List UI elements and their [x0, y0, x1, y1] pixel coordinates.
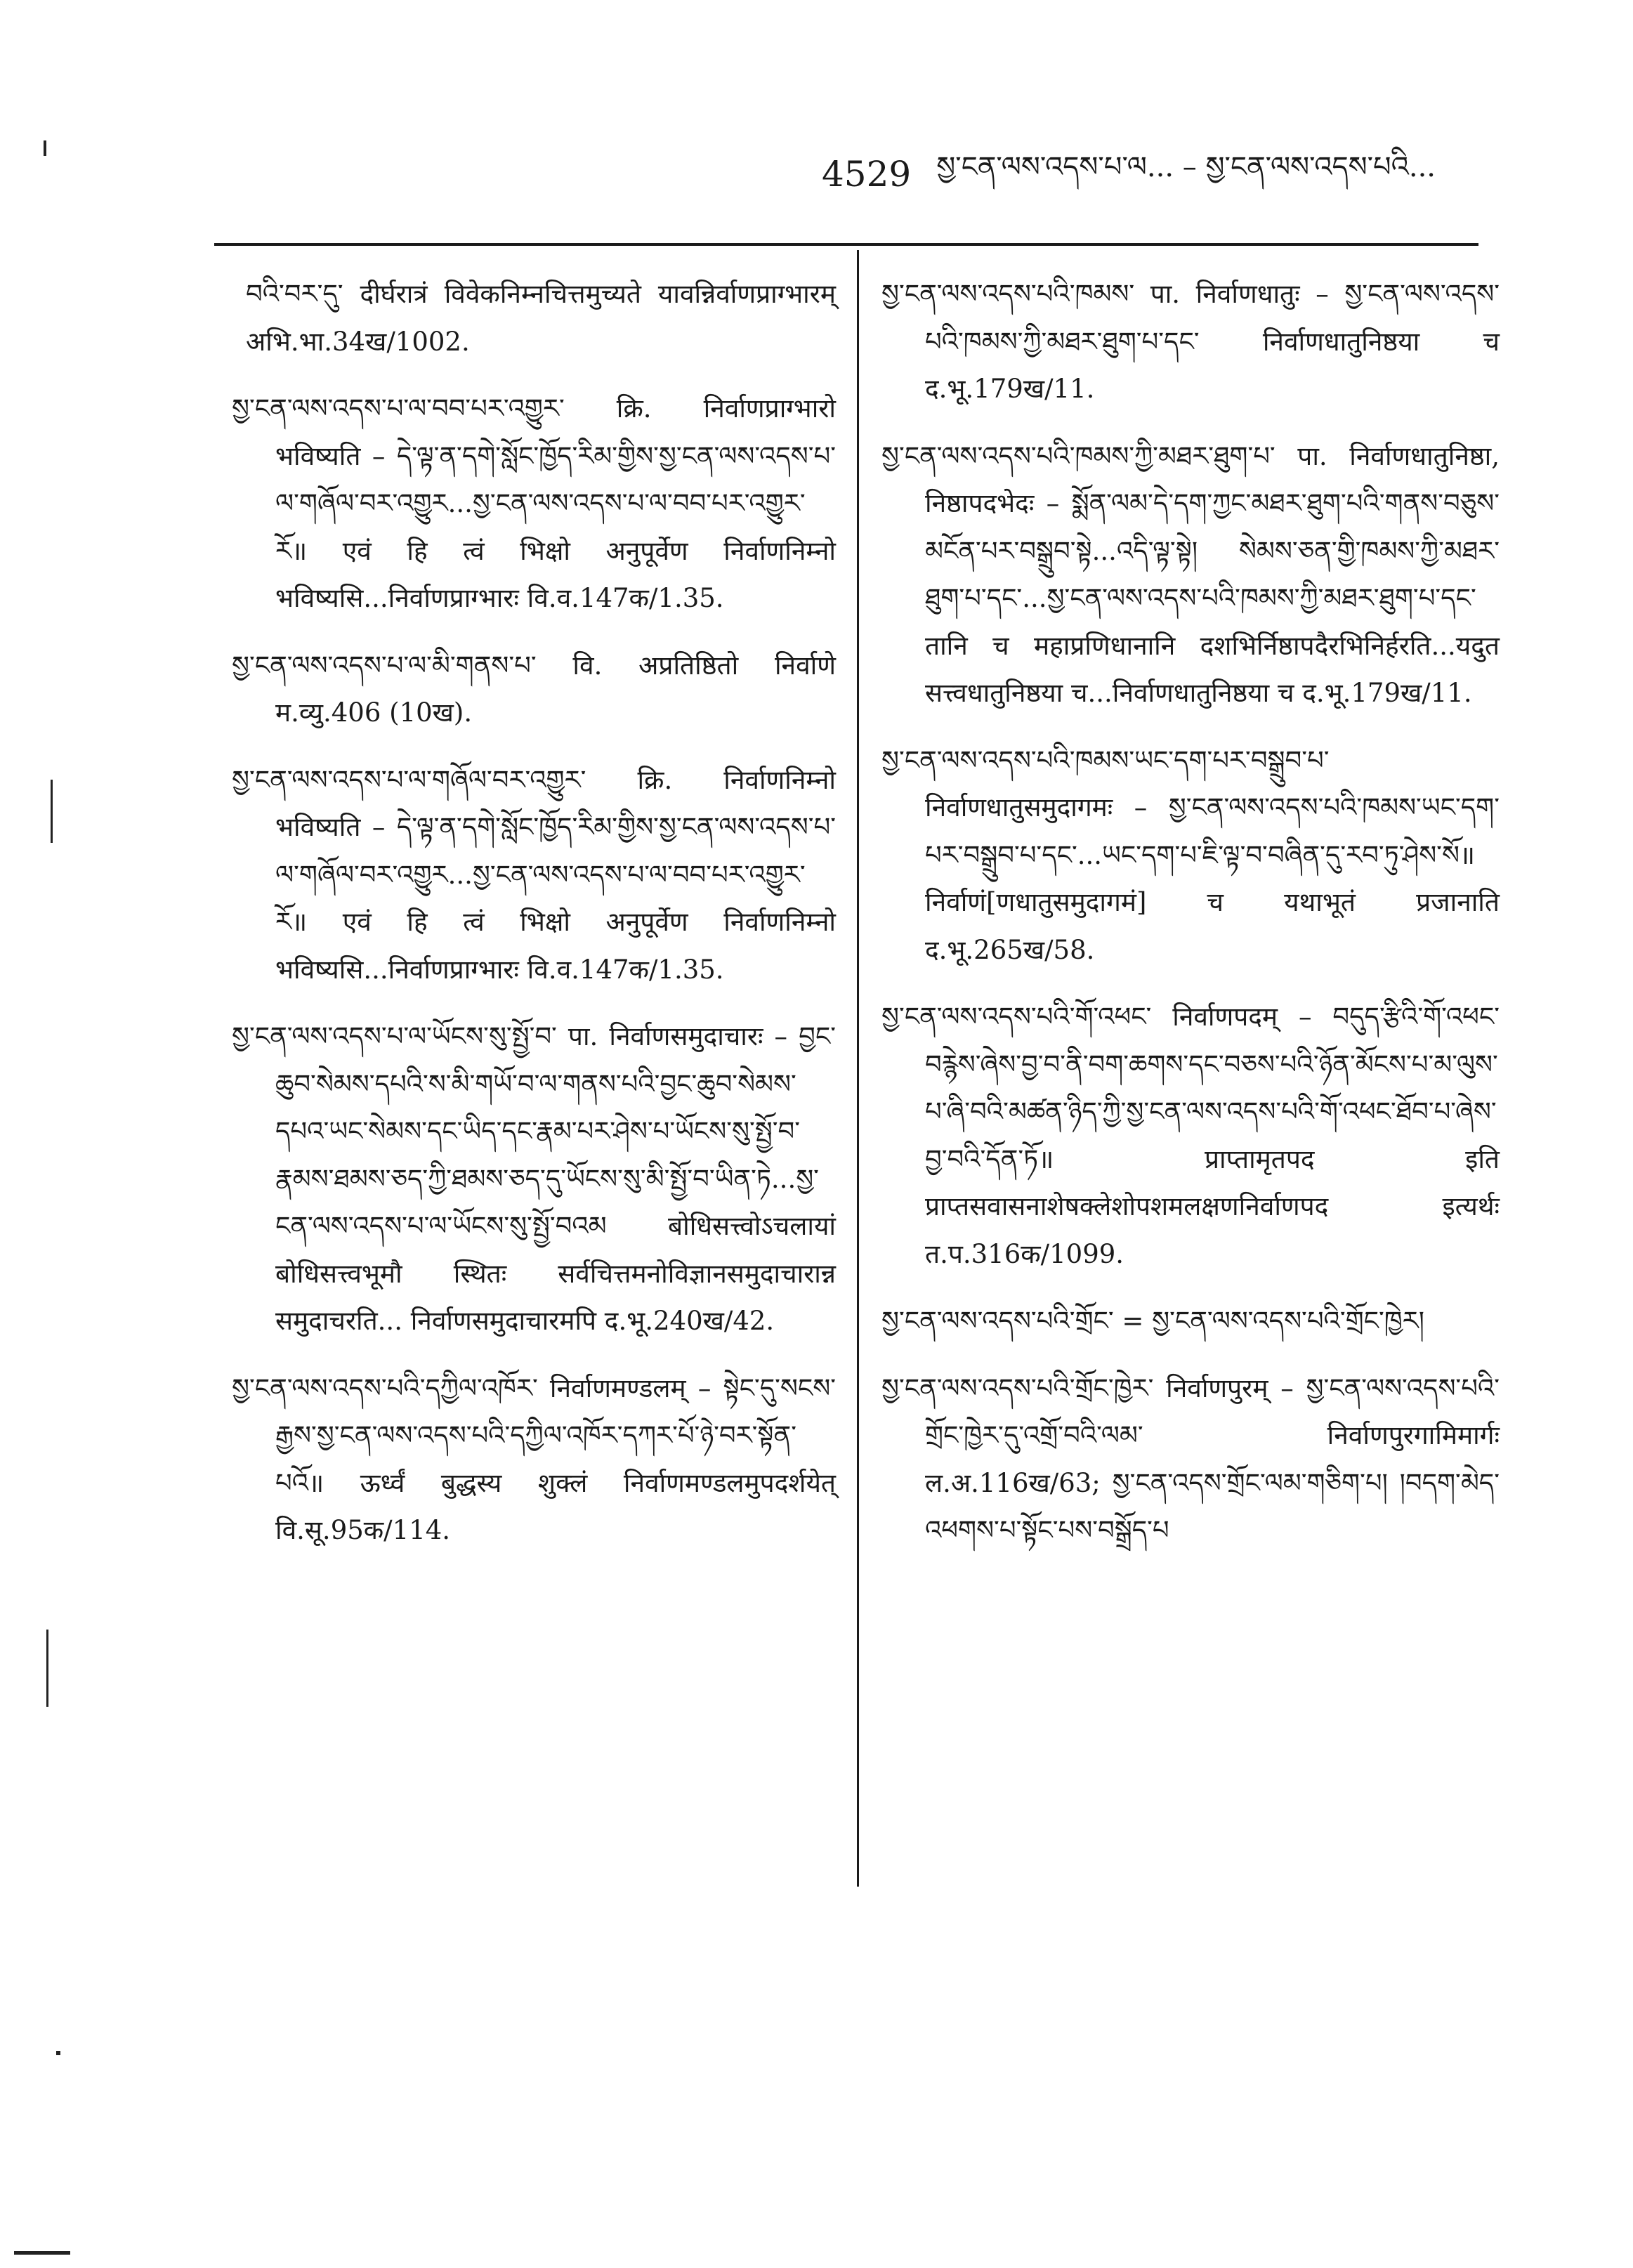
right-column	[881, 270, 1500, 1574]
running-head: སྱ་ངན་ལས་འདས་པ་ལ... – སྱ་ངན་ལས་འདས་པའི...	[936, 150, 1436, 183]
scan-artifact-mark	[51, 780, 53, 843]
page-header	[822, 146, 1517, 202]
dictionary-entry: སྱ་ངན་ལས་འདས་པ་ལ་ཡོངས་སུ་སྤྱོ་བ་ पा. निर्वाणसमुदाचारः – བྱང་ཆུབ་སེམས་དཔའི་ས་མི་གཡོ་བ་ལ་གནས་པའི་བྱང་ཆུབ་སེམས་དཔའ་ཡང་སེམས་དང་ཡིད་དང་རྣམ་པར་ཤེས་པ་ཡོངས་སུ་སྤྱོ་བ་རྣམས་ཐམས་ཅད་ཀྱི་ཐམས་ཅད་དུ་ཡོངས་སུ་མི་སྤྱོ་བ་ཡིན་ཏེ...སྱ་ངན་ལས་འདས་པ་ལ་ཡོངས་སུ་སྤྱོ་བའམ बोधिसत्त्वोऽचलायां बोधिसत्त्वभूमौ स्थितः सर्वचित्तमनोविज्ञानसमुदाचारान्न समुदाचरति... निर्वाणसमुदाचारमपि द.भू.240ख/42.	[232, 1021, 836, 1336]
dictionary-entry: སྱ་ངན་ལས་འདས་པའི་གྲོང་ = སྱ་ངན་ལས་འདས་པའི་གྲོང་ཁྱེར།	[881, 1306, 1424, 1336]
column-divider	[857, 250, 859, 1887]
dictionary-entry: སྱ་ངན་ལས་འདས་པ་ལ་མི་གནས་པ་ वि. अप्रतिष्ठितो निर्वाणे म.व्यु.406 (10ख).	[232, 650, 836, 728]
scan-artifact-mark	[14, 2251, 70, 2255]
dictionary-entry: སྱ་ངན་ལས་འདས་པའི་ཁམས་ཀྱི་མཐར་ཐུག་པ་ पा. निर्वाणधातुनिष्ठा, निष्ठापदभेदः – སྨོན་ལམ་དེ་དག་ཀྱང་མཐར་ཐུག་པའི་གནས་བཅུས་མངོན་པར་བསྒྲུབ་སྟེ...འདི་ལྟ་སྟེ། སེམས་ཅན་གྱི་ཁམས་ཀྱི་མཐར་ཐུག་པ་དང་...སྱ་ངན་ལས་འདས་པའི་ཁམས་ཀྱི་མཐར་ཐུག་པ་དང་ तानि च महाप्रणिधानानि दशभिर्निष्ठापदैरभिनिर्हरति...यदुत सत्त्वधातुनिष्ठया च...निर्वाणधातुनिष्ठया च द.भू.179ख/11.	[881, 440, 1500, 708]
dictionary-entry: སྱ་ངན་ལས་འདས་པའི་གོ་འཕང་ निर्वाणपदम् – བདུད་རྩིའི་གོ་འཕང་བརྙེས་ཞེས་བྱ་བ་ནི་བག་ཆགས་དང་བཅས་པའི་ཉོན་མོངས་པ་མ་ལུས་པ་ཞི་བའི་མཚན་ཉིད་ཀྱི་སྱ་ངན་ལས་འདས་པའི་གོ་འཕང་ཐོབ་པ་ཞེས་བྱ་བའི་དོན་ཏོ॥ प्राप्तामृतपद इति प्राप्तसवासनाशेषक्लेशोपशमलक्षणनिर्वाणपद इत्यर्थः त.प.316क/1099.	[881, 1002, 1500, 1269]
dictionary-entry: སྱ་ངན་ལས་འདས་པའི་གྲོང་ཁྱེར་ निर्वाणपुरम् – སྱ་ངན་ལས་འདས་པའི་གྲོང་ཁྱེར་དུ་འགྲོ་བའི་ལམ་ निर्वाणपुरगामिमार्गः ल.अ.116ख/63; སྱ་ངན་འདས་གྲོང་ལམ་གཅིག་པ། །བདག་མེད་འཕགས་པ་སྟོང་པས་བསྒྲོད་པ	[881, 1372, 1500, 1545]
scan-artifact-mark	[56, 2051, 60, 2055]
header-rule	[214, 243, 1478, 246]
dictionary-entry: སྱ་ངན་ལས་འདས་པ་ལ་གཞོལ་བར་འགྱུར་ क्रि. निर्वाणनिम्नो भविष्यति – དེ་ལྟ་ན་དགེ་སློང་ཁྱོད་རིམ་གྱིས་སྱ་ངན་ལས་འདས་པ་ལ་གཞོལ་བར་འགྱུར...སྱ་ངན་ལས་འདས་པ་ལ་བབ་པར་འགྱུར་རོ॥ एवं हि त्वं भिक्षो अनुपूर्वेण निर्वाणनिम्नो भविष्यसि...निर्वाणप्राग्भारः वि.व.147क/1.35.	[232, 764, 836, 985]
scan-artifact-mark	[46, 1630, 48, 1707]
dictionary-entry: སྱ་ངན་ལས་འདས་པའི་དཀྱིལ་འཁོར་ निर्वाणमण्डलम् – སྟེང་དུ་སངས་རྒྱས་སྱ་ངན་ལས་འདས་པའི་དཀྱིལ་འཁོར་དཀར་པོ་ཉེ་བར་སྟོན་པའོ॥ ऊर्ध्वं बुद्धस्य शुक्लं निर्वाणमण्डलमुपदर्शयेत् वि.सू.95क/114.	[232, 1372, 836, 1545]
left-column	[232, 270, 836, 1574]
page-number: 4529	[822, 154, 912, 195]
dictionary-entry: སྱ་ངན་ལས་འདས་པ་ལ་བབ་པར་འགྱུར་ क्रि. निर्वाणप्राग्भारो भविष्यति – དེ་ལྟ་ན་དགེ་སློང་ཁྱོད་རིམ་གྱིས་སྱ་ངན་ལས་འདས་པ་ལ་གཞོལ་བར་འགྱུར...སྱ་ངན་ལས་འདས་པ་ལ་བབ་པར་འགྱུར་རོ॥ एवं हि त्वं भिक्षो अनुपूर्वेण निर्वाणनिम्नो भविष्यसि...निर्वाणप्राग्भारः वि.व.147क/1.35.	[232, 393, 836, 613]
dictionary-entry: བའི་བར་དུ་ दीर्घरात्रं विवेकनिम्नचित्तमुच्यते यावन्निर्वाणप्राग्भारम् अभि.भा.34ख/1002.	[246, 279, 836, 357]
dictionary-entry: སྱ་ངན་ལས་འདས་པའི་ཁམས་ཡང་དག་པར་བསྒྲུབ་པ་ निर्वाणधातुसमुदागमः – སྱ་ངན་ལས་འདས་པའི་ཁམས་ཡང་དག་པར་བསྒྲུབ་པ་དང་...ཡང་དག་པ་ཇི་ལྟ་བ་བཞིན་དུ་རབ་ཏུ་ཤེས་སོ॥ निर्वाणं[णधातुसमुदागमं] च यथाभूतं प्रजानाति द.भू.265ख/58.	[881, 745, 1500, 965]
scan-artifact-mark	[44, 140, 46, 156]
dictionary-entry: སྱ་ངན་ལས་འདས་པའི་ཁམས་ पा. निर्वाणधातुः – སྱ་ངན་ལས་འདས་པའི་ཁམས་ཀྱི་མཐར་ཐུག་པ་དང་ निर्वाणधातुनिष्ठया च द.भू.179ख/11.	[881, 279, 1500, 404]
